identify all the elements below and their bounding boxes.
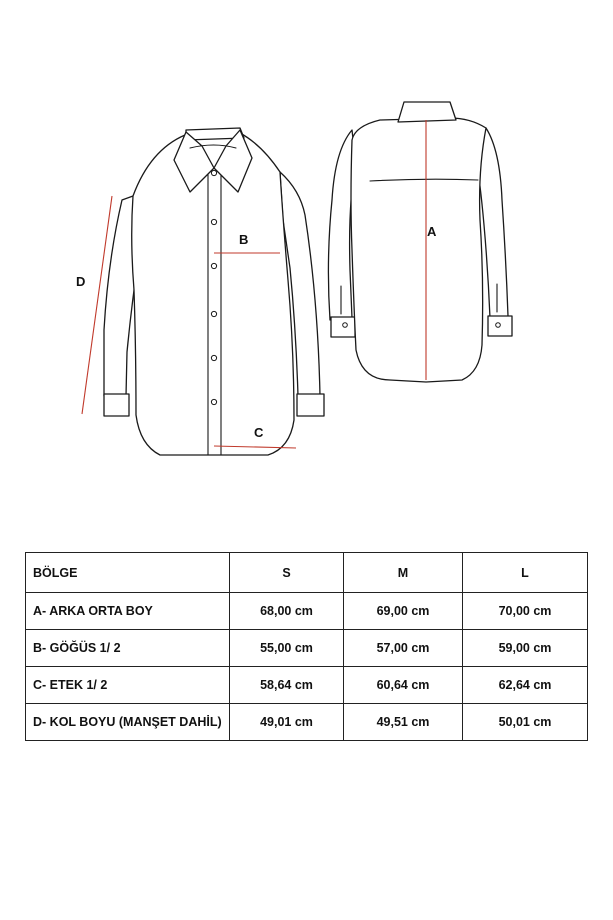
row-value-m: 57,00 cm — [344, 630, 463, 667]
row-value-m: 69,00 cm — [344, 593, 463, 630]
row-value-l: 70,00 cm — [463, 593, 588, 630]
table-row — [26, 630, 588, 667]
header-size-s: S — [230, 553, 344, 593]
row-region: A- ARKA ORTA BOY — [26, 593, 230, 630]
back-left-cuff — [331, 317, 355, 337]
row-value-m: 60,64 cm — [344, 667, 463, 704]
back-body — [351, 118, 486, 382]
row-value-s: 55,00 cm — [230, 630, 344, 667]
row-region: D- KOL BOYU (MANŞET DAHİL) — [26, 704, 230, 741]
back-collar — [398, 102, 456, 122]
front-view-shirt — [82, 128, 324, 455]
row-value-l: 62,64 cm — [463, 667, 588, 704]
label-c: C — [254, 425, 264, 440]
row-region: C- ETEK 1/ 2 — [26, 667, 230, 704]
label-d: D — [76, 274, 86, 289]
table-header-row — [26, 553, 588, 593]
row-value-s: 58,64 cm — [230, 667, 344, 704]
row-region: B- GÖĞÜS 1/ 2 — [26, 630, 230, 667]
table-row — [26, 704, 588, 741]
size-chart-table — [25, 552, 588, 741]
table-row — [26, 593, 588, 630]
label-a: A — [427, 224, 437, 239]
header-size-m: M — [344, 553, 463, 593]
row-value-l: 59,00 cm — [463, 630, 588, 667]
header-region: BÖLGE — [26, 553, 230, 593]
table-row — [26, 667, 588, 704]
row-value-s: 49,01 cm — [230, 704, 344, 741]
row-value-s: 68,00 cm — [230, 593, 344, 630]
back-view-shirt — [328, 102, 512, 382]
label-b: B — [239, 232, 249, 247]
front-body — [132, 133, 294, 455]
header-size-l: L — [463, 553, 588, 593]
front-right-cuff — [297, 394, 324, 416]
front-left-cuff — [104, 394, 129, 416]
row-value-m: 49,51 cm — [344, 704, 463, 741]
row-value-l: 50,01 cm — [463, 704, 588, 741]
